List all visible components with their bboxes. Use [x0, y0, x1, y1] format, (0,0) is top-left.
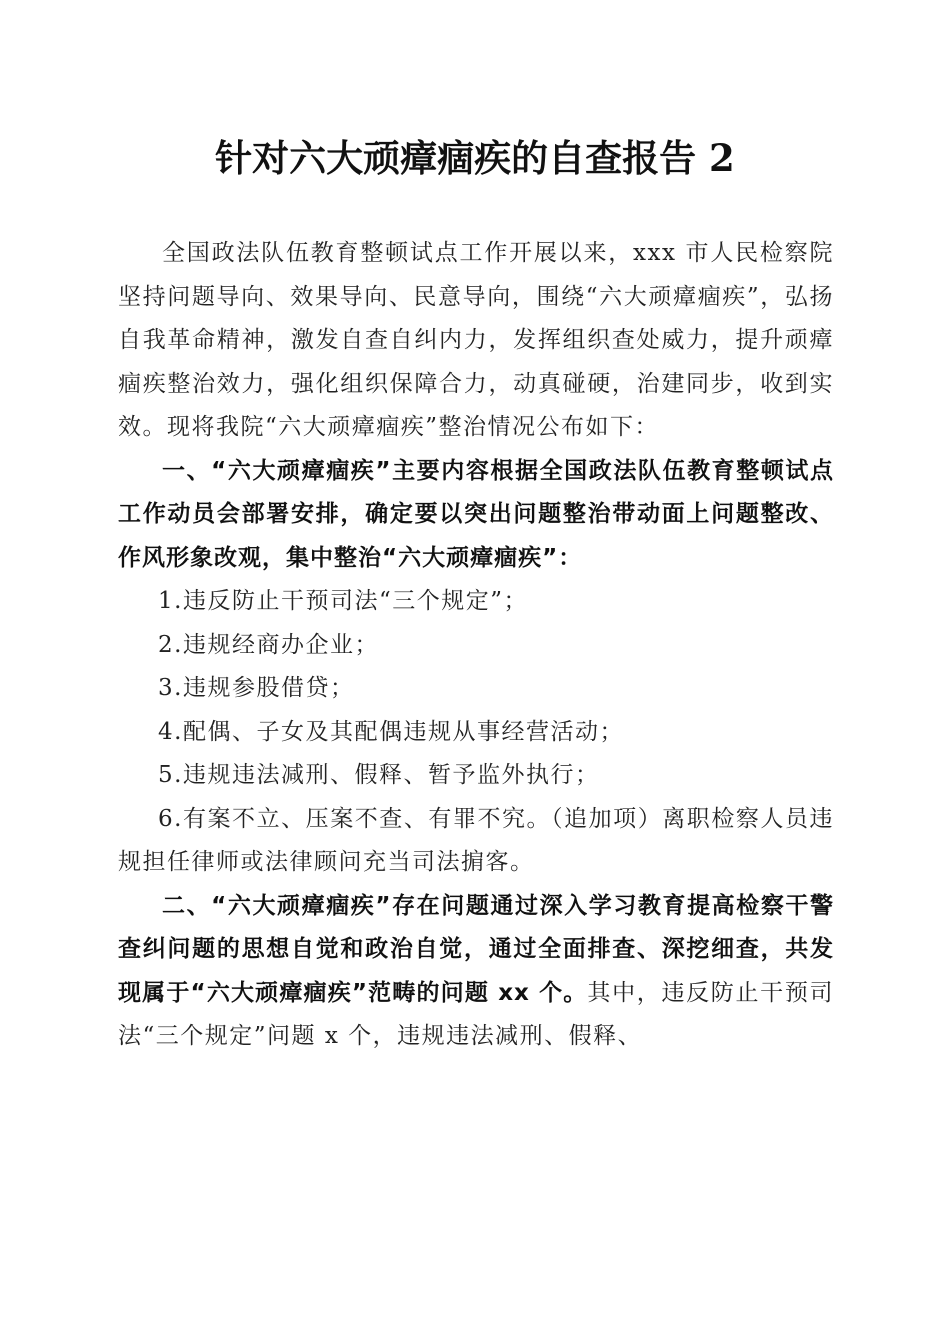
section-2-heading: 二、“六大顽瘴痼疾”存在问题通过深入学习教育提高检察干警查纠问题的思想自觉和政治自觉，通过全面排查、深挖细查，共发现属于“六大顽瘴痼疾”范畴的问题 xx 个。 [118, 892, 834, 1006]
section-2-text: 其中，违反防止干预司法“三个规定”问题 x 个，违规违法减刑、假释、 [118, 979, 834, 1049]
list-item: 2.违规经商办企业； [158, 631, 379, 658]
document-body [118, 232, 834, 1059]
intro-paragraph: 全国政法队伍教育整顿试点工作开展以来，xxx 市人民检察院坚持问题导向、效果导向、民意导向，围绕“六大顽瘴痼疾”，弘扬自我革命精神，激发自查自纠内力，发挥组织查处威力，提升顽瘴痼疾整治效力，强化组织保障合力，动真碰硬，治建同步，收到实效。现将我院“六大顽瘴痼疾”整治情况公布如下： [118, 240, 834, 440]
list-item: 3.违规参股借贷； [158, 675, 355, 701]
document-title: 针对六大顽瘴痼疾的自查报告 2 [215, 136, 735, 180]
list-item: 5.违规违法减刑、假释、暂予监外执行； [158, 762, 600, 788]
section-1-heading: 一、“六大顽瘴痼疾”主要内容根据全国政法队伍教育整顿试点工作动员会部署安排，确定要以突出问题整治带动面上问题整改、作风形象改观，集中整治“六大顽瘴痼疾”： [118, 457, 834, 571]
section-2-paragraph [118, 885, 834, 1059]
list-item: 1.违反防止干预司法“三个规定”； [158, 588, 528, 614]
list-item: 4.配偶、子女及其配偶违规从事经营活动； [158, 718, 624, 745]
list-item: 6.有案不立、压案不查、有罪不究。（追加项）离职检察人员违规担任律师或法律顾问充当司法掮客。 [118, 805, 834, 875]
